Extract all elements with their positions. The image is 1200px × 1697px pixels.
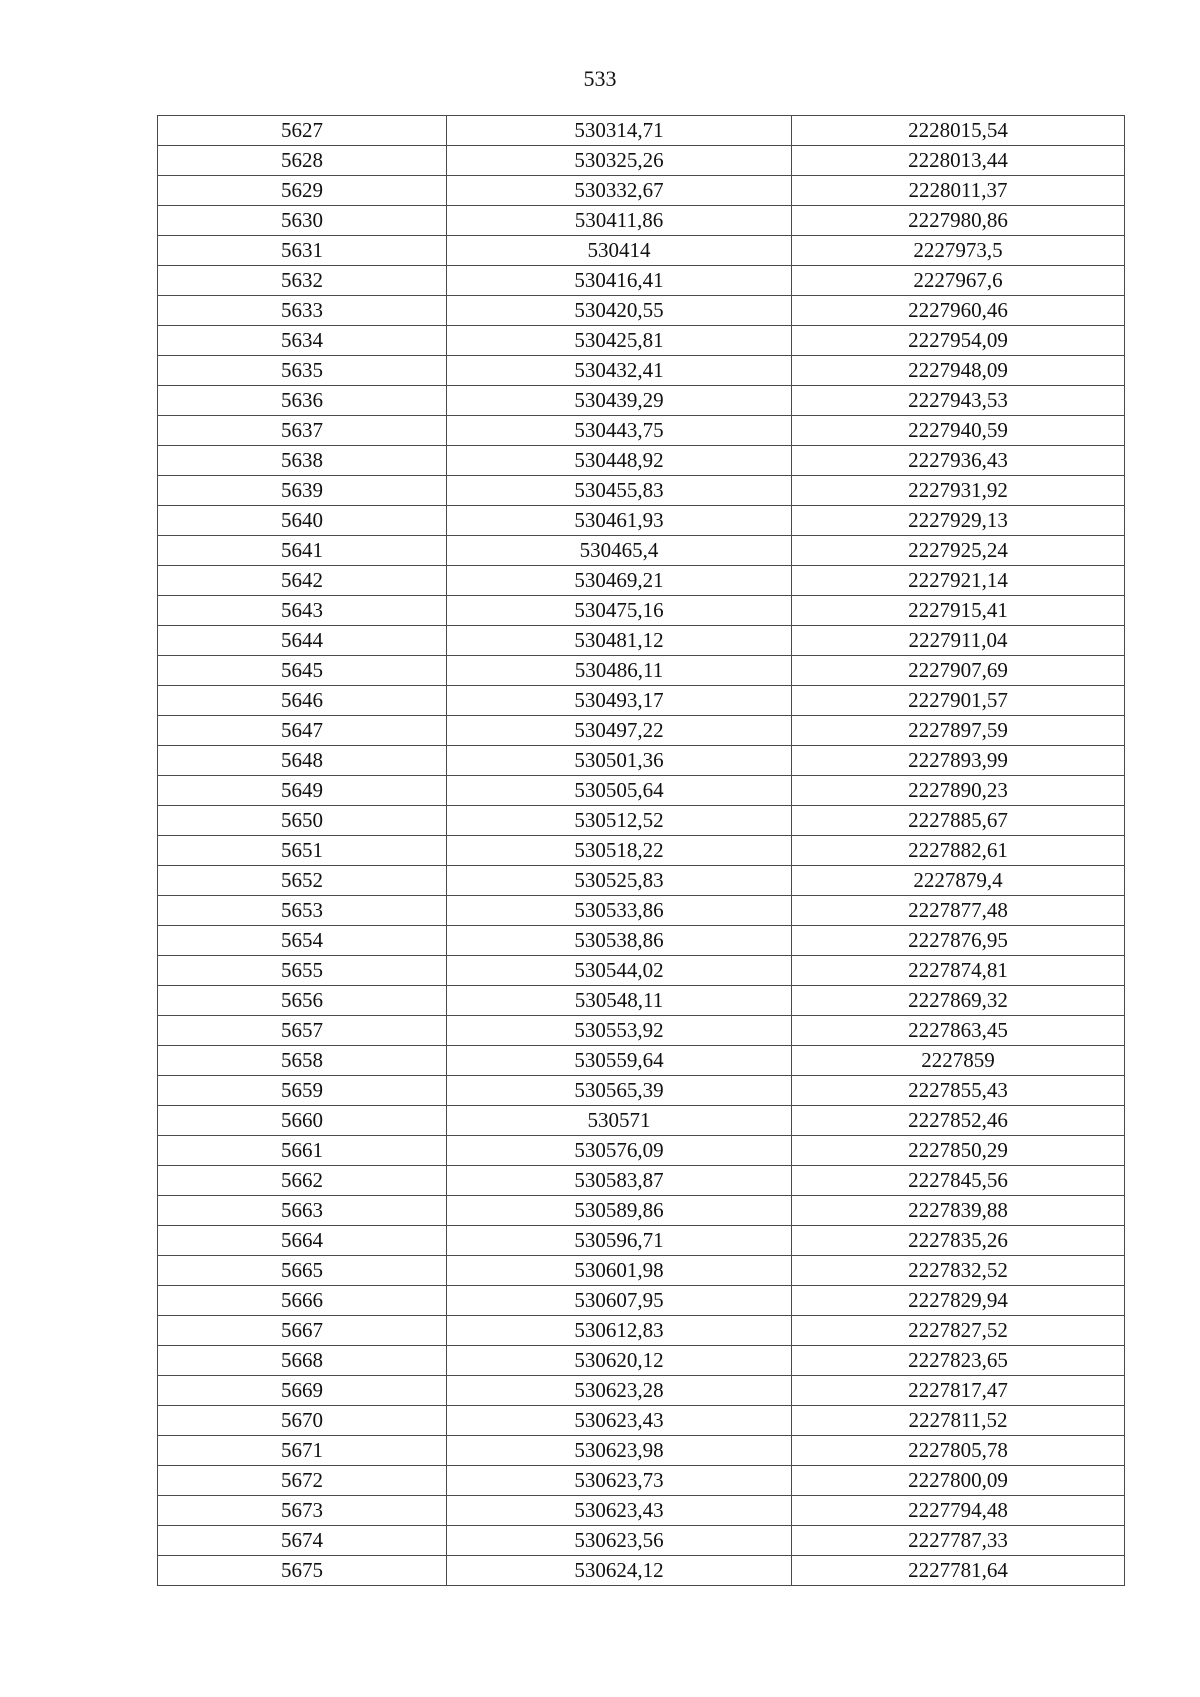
point-number-cell: 5665 xyxy=(158,1256,447,1286)
table-row xyxy=(158,1436,1125,1466)
x-coordinate-cell: 530620,12 xyxy=(447,1346,792,1376)
point-number-cell: 5672 xyxy=(158,1466,447,1496)
point-number-cell: 5647 xyxy=(158,716,447,746)
y-coordinate-cell: 2227781,64 xyxy=(792,1556,1125,1586)
x-coordinate-cell: 530623,73 xyxy=(447,1466,792,1496)
point-number-cell: 5668 xyxy=(158,1346,447,1376)
table-row xyxy=(158,866,1125,896)
y-coordinate-cell: 2227967,6 xyxy=(792,266,1125,296)
y-coordinate-cell: 2227800,09 xyxy=(792,1466,1125,1496)
x-coordinate-cell: 530325,26 xyxy=(447,146,792,176)
point-number-cell: 5654 xyxy=(158,926,447,956)
x-coordinate-cell: 530538,86 xyxy=(447,926,792,956)
table-row xyxy=(158,596,1125,626)
x-coordinate-cell: 530432,41 xyxy=(447,356,792,386)
x-coordinate-cell: 530576,09 xyxy=(447,1136,792,1166)
table-row xyxy=(158,326,1125,356)
point-number-cell: 5636 xyxy=(158,386,447,416)
table-row xyxy=(158,1496,1125,1526)
point-number-cell: 5652 xyxy=(158,866,447,896)
point-number-cell: 5663 xyxy=(158,1196,447,1226)
table-row xyxy=(158,506,1125,536)
page-number: 533 xyxy=(583,66,617,91)
point-number-cell: 5634 xyxy=(158,326,447,356)
y-coordinate-cell: 2227973,5 xyxy=(792,236,1125,266)
x-coordinate-cell: 530571 xyxy=(447,1106,792,1136)
x-coordinate-cell: 530559,64 xyxy=(447,1046,792,1076)
x-coordinate-cell: 530481,12 xyxy=(447,626,792,656)
point-number-cell: 5673 xyxy=(158,1496,447,1526)
table-row xyxy=(158,296,1125,326)
y-coordinate-cell: 2227921,14 xyxy=(792,566,1125,596)
x-coordinate-cell: 530455,83 xyxy=(447,476,792,506)
table-row xyxy=(158,236,1125,266)
point-number-cell: 5640 xyxy=(158,506,447,536)
y-coordinate-cell: 2227960,46 xyxy=(792,296,1125,326)
y-coordinate-cell: 2227893,99 xyxy=(792,746,1125,776)
point-number-cell: 5641 xyxy=(158,536,447,566)
x-coordinate-cell: 530623,43 xyxy=(447,1496,792,1526)
table-row xyxy=(158,746,1125,776)
y-coordinate-cell: 2227817,47 xyxy=(792,1376,1125,1406)
x-coordinate-cell: 530612,83 xyxy=(447,1316,792,1346)
x-coordinate-cell: 530518,22 xyxy=(447,836,792,866)
x-coordinate-cell: 530565,39 xyxy=(447,1076,792,1106)
point-number-cell: 5633 xyxy=(158,296,447,326)
point-number-cell: 5645 xyxy=(158,656,447,686)
y-coordinate-cell: 2227936,43 xyxy=(792,446,1125,476)
y-coordinate-cell: 2227876,95 xyxy=(792,926,1125,956)
x-coordinate-cell: 530553,92 xyxy=(447,1016,792,1046)
x-coordinate-cell: 530589,86 xyxy=(447,1196,792,1226)
point-number-cell: 5657 xyxy=(158,1016,447,1046)
x-coordinate-cell: 530443,75 xyxy=(447,416,792,446)
point-number-cell: 5659 xyxy=(158,1076,447,1106)
x-coordinate-cell: 530548,11 xyxy=(447,986,792,1016)
table-row xyxy=(158,1136,1125,1166)
table-row xyxy=(158,1016,1125,1046)
point-number-cell: 5675 xyxy=(158,1556,447,1586)
point-number-cell: 5671 xyxy=(158,1436,447,1466)
y-coordinate-cell: 2227911,04 xyxy=(792,626,1125,656)
point-number-cell: 5650 xyxy=(158,806,447,836)
coordinates-table-body xyxy=(158,116,1125,1586)
point-number-cell: 5674 xyxy=(158,1526,447,1556)
y-coordinate-cell: 2227845,56 xyxy=(792,1166,1125,1196)
table-row xyxy=(158,836,1125,866)
x-coordinate-cell: 530607,95 xyxy=(447,1286,792,1316)
y-coordinate-cell: 2227859 xyxy=(792,1046,1125,1076)
x-coordinate-cell: 530411,86 xyxy=(447,206,792,236)
table-row xyxy=(158,986,1125,1016)
x-coordinate-cell: 530624,12 xyxy=(447,1556,792,1586)
point-number-cell: 5638 xyxy=(158,446,447,476)
point-number-cell: 5649 xyxy=(158,776,447,806)
point-number-cell: 5655 xyxy=(158,956,447,986)
x-coordinate-cell: 530525,83 xyxy=(447,866,792,896)
y-coordinate-cell: 2227787,33 xyxy=(792,1526,1125,1556)
point-number-cell: 5643 xyxy=(158,596,447,626)
table-row xyxy=(158,446,1125,476)
table-row xyxy=(158,356,1125,386)
table-row xyxy=(158,1466,1125,1496)
y-coordinate-cell: 2227890,23 xyxy=(792,776,1125,806)
table-row xyxy=(158,956,1125,986)
y-coordinate-cell: 2227907,69 xyxy=(792,656,1125,686)
point-number-cell: 5661 xyxy=(158,1136,447,1166)
point-number-cell: 5646 xyxy=(158,686,447,716)
point-number-cell: 5630 xyxy=(158,206,447,236)
y-coordinate-cell: 2227850,29 xyxy=(792,1136,1125,1166)
table-row xyxy=(158,656,1125,686)
x-coordinate-cell: 530414 xyxy=(447,236,792,266)
point-number-cell: 5628 xyxy=(158,146,447,176)
table-row xyxy=(158,1316,1125,1346)
y-coordinate-cell: 2227915,41 xyxy=(792,596,1125,626)
x-coordinate-cell: 530505,64 xyxy=(447,776,792,806)
x-coordinate-cell: 530623,28 xyxy=(447,1376,792,1406)
y-coordinate-cell: 2227805,78 xyxy=(792,1436,1125,1466)
x-coordinate-cell: 530314,71 xyxy=(447,116,792,146)
table-row xyxy=(158,476,1125,506)
x-coordinate-cell: 530448,92 xyxy=(447,446,792,476)
x-coordinate-cell: 530623,43 xyxy=(447,1406,792,1436)
x-coordinate-cell: 530512,52 xyxy=(447,806,792,836)
point-number-cell: 5669 xyxy=(158,1376,447,1406)
x-coordinate-cell: 530601,98 xyxy=(447,1256,792,1286)
point-number-cell: 5637 xyxy=(158,416,447,446)
point-number-cell: 5635 xyxy=(158,356,447,386)
point-number-cell: 5648 xyxy=(158,746,447,776)
table-row xyxy=(158,176,1125,206)
point-number-cell: 5627 xyxy=(158,116,447,146)
point-number-cell: 5639 xyxy=(158,476,447,506)
y-coordinate-cell: 2227855,43 xyxy=(792,1076,1125,1106)
point-number-cell: 5656 xyxy=(158,986,447,1016)
x-coordinate-cell: 530420,55 xyxy=(447,296,792,326)
y-coordinate-cell: 2228015,54 xyxy=(792,116,1125,146)
table-row xyxy=(158,1106,1125,1136)
point-number-cell: 5651 xyxy=(158,836,447,866)
y-coordinate-cell: 2227852,46 xyxy=(792,1106,1125,1136)
y-coordinate-cell: 2227869,32 xyxy=(792,986,1125,1016)
point-number-cell: 5653 xyxy=(158,896,447,926)
y-coordinate-cell: 2227879,4 xyxy=(792,866,1125,896)
table-row xyxy=(158,686,1125,716)
table-row xyxy=(158,206,1125,236)
y-coordinate-cell: 2227794,48 xyxy=(792,1496,1125,1526)
table-row xyxy=(158,1556,1125,1586)
y-coordinate-cell: 2227940,59 xyxy=(792,416,1125,446)
y-coordinate-cell: 2227839,88 xyxy=(792,1196,1125,1226)
table-row xyxy=(158,146,1125,176)
x-coordinate-cell: 530475,16 xyxy=(447,596,792,626)
x-coordinate-cell: 530465,4 xyxy=(447,536,792,566)
y-coordinate-cell: 2228013,44 xyxy=(792,146,1125,176)
x-coordinate-cell: 530544,02 xyxy=(447,956,792,986)
point-number-cell: 5642 xyxy=(158,566,447,596)
x-coordinate-cell: 530623,56 xyxy=(447,1526,792,1556)
y-coordinate-cell: 2227823,65 xyxy=(792,1346,1125,1376)
y-coordinate-cell: 2227929,13 xyxy=(792,506,1125,536)
table-row xyxy=(158,1526,1125,1556)
x-coordinate-cell: 530501,36 xyxy=(447,746,792,776)
x-coordinate-cell: 530486,11 xyxy=(447,656,792,686)
x-coordinate-cell: 530425,81 xyxy=(447,326,792,356)
table-row xyxy=(158,806,1125,836)
y-coordinate-cell: 2227931,92 xyxy=(792,476,1125,506)
y-coordinate-cell: 2227980,86 xyxy=(792,206,1125,236)
y-coordinate-cell: 2227874,81 xyxy=(792,956,1125,986)
point-number-cell: 5644 xyxy=(158,626,447,656)
table-row xyxy=(158,1166,1125,1196)
y-coordinate-cell: 2227882,61 xyxy=(792,836,1125,866)
table-row xyxy=(158,716,1125,746)
y-coordinate-cell: 2227954,09 xyxy=(792,326,1125,356)
y-coordinate-cell: 2227829,94 xyxy=(792,1286,1125,1316)
table-row xyxy=(158,566,1125,596)
y-coordinate-cell: 2227835,26 xyxy=(792,1226,1125,1256)
x-coordinate-cell: 530416,41 xyxy=(447,266,792,296)
table-row xyxy=(158,926,1125,956)
point-number-cell: 5632 xyxy=(158,266,447,296)
x-coordinate-cell: 530469,21 xyxy=(447,566,792,596)
table-row xyxy=(158,776,1125,806)
table-row xyxy=(158,1346,1125,1376)
point-number-cell: 5664 xyxy=(158,1226,447,1256)
table-row xyxy=(158,386,1125,416)
table-row xyxy=(158,1406,1125,1436)
table-row xyxy=(158,116,1125,146)
table-row xyxy=(158,1046,1125,1076)
table-row xyxy=(158,1376,1125,1406)
x-coordinate-cell: 530533,86 xyxy=(447,896,792,926)
y-coordinate-cell: 2227877,48 xyxy=(792,896,1125,926)
y-coordinate-cell: 2227811,52 xyxy=(792,1406,1125,1436)
x-coordinate-cell: 530439,29 xyxy=(447,386,792,416)
point-number-cell: 5662 xyxy=(158,1166,447,1196)
table-row xyxy=(158,1076,1125,1106)
y-coordinate-cell: 2227943,53 xyxy=(792,386,1125,416)
x-coordinate-cell: 530493,17 xyxy=(447,686,792,716)
table-row xyxy=(158,536,1125,566)
point-number-cell: 5666 xyxy=(158,1286,447,1316)
coordinates-table xyxy=(157,115,1125,1586)
point-number-cell: 5670 xyxy=(158,1406,447,1436)
point-number-cell: 5660 xyxy=(158,1106,447,1136)
point-number-cell: 5658 xyxy=(158,1046,447,1076)
y-coordinate-cell: 2228011,37 xyxy=(792,176,1125,206)
x-coordinate-cell: 530332,67 xyxy=(447,176,792,206)
table-row xyxy=(158,896,1125,926)
y-coordinate-cell: 2227948,09 xyxy=(792,356,1125,386)
point-number-cell: 5629 xyxy=(158,176,447,206)
table-row xyxy=(158,626,1125,656)
y-coordinate-cell: 2227827,52 xyxy=(792,1316,1125,1346)
table-row xyxy=(158,1196,1125,1226)
point-number-cell: 5631 xyxy=(158,236,447,266)
x-coordinate-cell: 530461,93 xyxy=(447,506,792,536)
table-row xyxy=(158,1286,1125,1316)
y-coordinate-cell: 2227897,59 xyxy=(792,716,1125,746)
y-coordinate-cell: 2227885,67 xyxy=(792,806,1125,836)
table-row xyxy=(158,266,1125,296)
x-coordinate-cell: 530583,87 xyxy=(447,1166,792,1196)
x-coordinate-cell: 530623,98 xyxy=(447,1436,792,1466)
y-coordinate-cell: 2227925,24 xyxy=(792,536,1125,566)
y-coordinate-cell: 2227863,45 xyxy=(792,1016,1125,1046)
table-row xyxy=(158,1226,1125,1256)
table-row xyxy=(158,416,1125,446)
point-number-cell: 5667 xyxy=(158,1316,447,1346)
x-coordinate-cell: 530497,22 xyxy=(447,716,792,746)
y-coordinate-cell: 2227901,57 xyxy=(792,686,1125,716)
x-coordinate-cell: 530596,71 xyxy=(447,1226,792,1256)
y-coordinate-cell: 2227832,52 xyxy=(792,1256,1125,1286)
table-row xyxy=(158,1256,1125,1286)
